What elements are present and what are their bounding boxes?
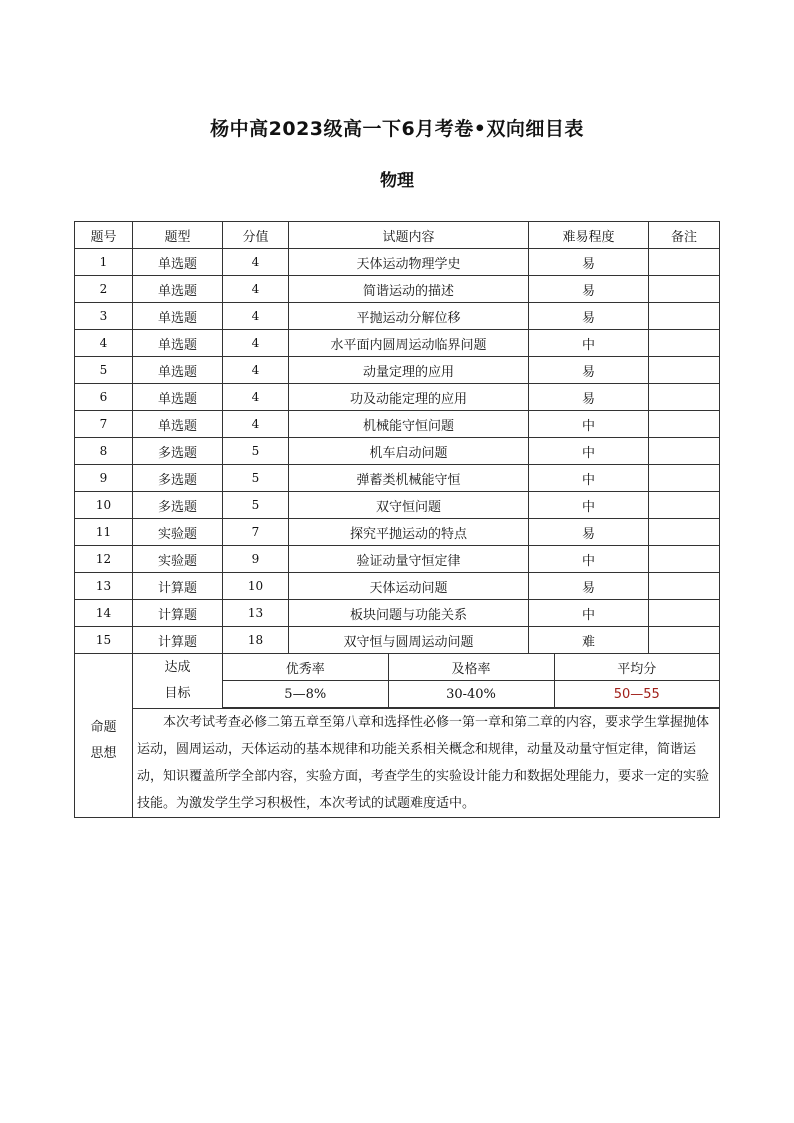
cell-score: 5 xyxy=(223,492,289,519)
cell-difficulty: 易 xyxy=(529,384,649,411)
cell-score: 4 xyxy=(223,276,289,303)
table-row xyxy=(75,492,720,519)
pass-label: 及格率 xyxy=(388,654,554,681)
cell-num: 15 xyxy=(75,627,133,654)
cell-score: 4 xyxy=(223,249,289,276)
average-value: 50—55 xyxy=(554,681,719,708)
cell-note xyxy=(649,330,720,357)
targets-row xyxy=(75,654,720,709)
cell-difficulty: 中 xyxy=(529,411,649,438)
cell-score: 18 xyxy=(223,627,289,654)
cell-content: 平抛运动分解位移 xyxy=(289,303,529,330)
cell-content: 探究平抛运动的特点 xyxy=(289,519,529,546)
cell-score: 4 xyxy=(223,357,289,384)
table-row xyxy=(75,519,720,546)
cell-num: 7 xyxy=(75,411,133,438)
targets-subtable xyxy=(223,654,719,708)
cell-content: 双守恒与圆周运动问题 xyxy=(289,627,529,654)
cell-content: 功及动能定理的应用 xyxy=(289,384,529,411)
design-label-line1: 命题 xyxy=(90,720,117,735)
cell-type: 单选题 xyxy=(133,303,223,330)
cell-num: 3 xyxy=(75,303,133,330)
cell-content: 板块问题与功能关系 xyxy=(289,600,529,627)
table-row xyxy=(75,627,720,654)
cell-content: 天体运动问题 xyxy=(289,573,529,600)
header-score: 分值 xyxy=(223,222,289,249)
header-difficulty: 难易程度 xyxy=(529,222,649,249)
cell-type: 计算题 xyxy=(133,573,223,600)
cell-content: 天体运动物理学史 xyxy=(289,249,529,276)
cell-note xyxy=(649,303,720,330)
table-row xyxy=(75,384,720,411)
cell-content: 机车启动问题 xyxy=(289,438,529,465)
cell-num: 2 xyxy=(75,276,133,303)
cell-difficulty: 易 xyxy=(529,303,649,330)
cell-difficulty: 中 xyxy=(529,546,649,573)
cell-type: 实验题 xyxy=(133,519,223,546)
table-row xyxy=(75,546,720,573)
pass-value: 30-40% xyxy=(388,681,554,708)
header-content: 试题内容 xyxy=(289,222,529,249)
cell-difficulty: 中 xyxy=(529,465,649,492)
design-side-cell xyxy=(75,654,133,818)
cell-num: 12 xyxy=(75,546,133,573)
cell-note xyxy=(649,573,720,600)
table-row xyxy=(75,357,720,384)
cell-score: 4 xyxy=(223,384,289,411)
design-text: 本次考试考查必修二第五章至第八章和选择性必修一第一章和第二章的内容，要求学生掌握抛体运动，圆周运动，天体运动的基本规律和功能关系相关概念和规律，动量及动量守恒定律，简谐运动，知识覆盖所学全部内容，实验方面，考查学生的实验设计能力和数据处理能力，要求一定的实验技能。为激发学生学习积极性，本次考试的试题难度适中。 xyxy=(133,709,720,818)
cell-score: 4 xyxy=(223,411,289,438)
table-row xyxy=(75,411,720,438)
cell-content: 动量定理的应用 xyxy=(289,357,529,384)
table-row xyxy=(75,573,720,600)
cell-note xyxy=(649,627,720,654)
cell-score: 5 xyxy=(223,465,289,492)
design-row xyxy=(75,709,720,818)
excellent-label: 优秀率 xyxy=(223,654,388,681)
cell-type: 多选题 xyxy=(133,492,223,519)
cell-num: 4 xyxy=(75,330,133,357)
cell-difficulty: 中 xyxy=(529,330,649,357)
cell-note xyxy=(649,276,720,303)
cell-score: 5 xyxy=(223,438,289,465)
cell-type: 单选题 xyxy=(133,330,223,357)
table-header-row xyxy=(75,222,720,249)
cell-num: 5 xyxy=(75,357,133,384)
cell-num: 11 xyxy=(75,519,133,546)
cell-content: 水平面内圆周运动临界问题 xyxy=(289,330,529,357)
table-row xyxy=(75,465,720,492)
cell-note xyxy=(649,438,720,465)
cell-difficulty: 中 xyxy=(529,438,649,465)
cell-content: 机械能守恒问题 xyxy=(289,411,529,438)
cell-note xyxy=(649,249,720,276)
table-row xyxy=(75,438,720,465)
table-row xyxy=(75,330,720,357)
cell-type: 计算题 xyxy=(133,600,223,627)
targets-label-line2: 目标 xyxy=(164,686,191,701)
cell-note xyxy=(649,600,720,627)
cell-score: 13 xyxy=(223,600,289,627)
cell-num: 14 xyxy=(75,600,133,627)
table-row xyxy=(75,303,720,330)
cell-difficulty: 难 xyxy=(529,627,649,654)
cell-note xyxy=(649,519,720,546)
cell-difficulty: 易 xyxy=(529,573,649,600)
cell-type: 单选题 xyxy=(133,411,223,438)
cell-note xyxy=(649,384,720,411)
cell-type: 单选题 xyxy=(133,249,223,276)
cell-note xyxy=(649,465,720,492)
cell-content: 双守恒问题 xyxy=(289,492,529,519)
cell-difficulty: 易 xyxy=(529,519,649,546)
targets-label-line1: 达成 xyxy=(164,660,191,675)
table-row xyxy=(75,249,720,276)
cell-note xyxy=(649,546,720,573)
document-title: 杨中高2023级高一下6月考卷•双向细目表 xyxy=(210,118,584,140)
cell-score: 4 xyxy=(223,303,289,330)
cell-num: 10 xyxy=(75,492,133,519)
cell-content: 验证动量守恒定律 xyxy=(289,546,529,573)
cell-content: 弹蓄类机械能守恒 xyxy=(289,465,529,492)
cell-type: 单选题 xyxy=(133,384,223,411)
cell-type: 实验题 xyxy=(133,546,223,573)
cell-difficulty: 中 xyxy=(529,600,649,627)
cell-note xyxy=(649,411,720,438)
cell-score: 9 xyxy=(223,546,289,573)
cell-num: 8 xyxy=(75,438,133,465)
cell-difficulty: 易 xyxy=(529,357,649,384)
cell-num: 1 xyxy=(75,249,133,276)
cell-num: 13 xyxy=(75,573,133,600)
cell-type: 单选题 xyxy=(133,276,223,303)
header-type: 题型 xyxy=(133,222,223,249)
table-row xyxy=(75,600,720,627)
cell-content: 简谐运动的描述 xyxy=(289,276,529,303)
cell-num: 9 xyxy=(75,465,133,492)
cell-score: 7 xyxy=(223,519,289,546)
cell-difficulty: 中 xyxy=(529,492,649,519)
specification-table xyxy=(74,221,720,818)
cell-type: 单选题 xyxy=(133,357,223,384)
header-num: 题号 xyxy=(75,222,133,249)
header-note: 备注 xyxy=(649,222,720,249)
cell-type: 多选题 xyxy=(133,438,223,465)
design-label-line2: 思想 xyxy=(90,746,117,761)
targets-label-cell xyxy=(133,654,223,709)
cell-num: 6 xyxy=(75,384,133,411)
cell-difficulty: 易 xyxy=(529,276,649,303)
cell-note xyxy=(649,492,720,519)
cell-note xyxy=(649,357,720,384)
average-label: 平均分 xyxy=(554,654,719,681)
cell-score: 4 xyxy=(223,330,289,357)
cell-score: 10 xyxy=(223,573,289,600)
cell-type: 计算题 xyxy=(133,627,223,654)
excellent-value: 5—8% xyxy=(223,681,388,708)
cell-difficulty: 易 xyxy=(529,249,649,276)
cell-type: 多选题 xyxy=(133,465,223,492)
table-row xyxy=(75,276,720,303)
subject-title: 物理 xyxy=(380,171,414,191)
targets-cell xyxy=(223,654,720,709)
